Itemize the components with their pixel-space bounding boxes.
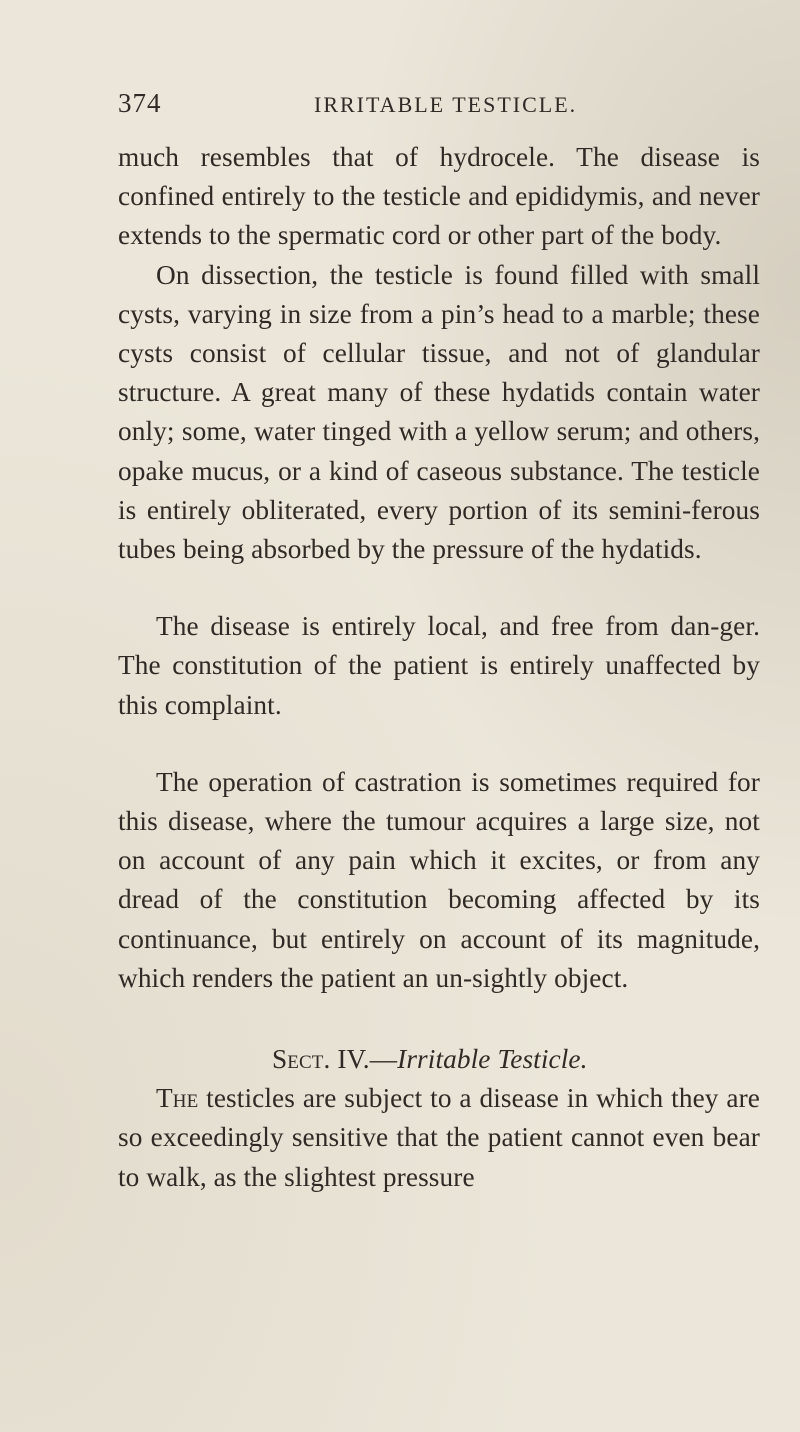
running-head xyxy=(118,88,758,122)
paragraph-castration: The operation of castration is sometimes required for this disease, where the tumour acquires a large size, not on account of any pain which it excites, or from any dread of the constitution becoming affected by its continuance, but entirely on account of its magnitude, which renders the patient an un-sightly object. xyxy=(118,766,760,993)
paragraph-local-disease: The disease is entirely local, and free from dan-ger. The constitution of the patient is entirely unaffected by this complaint. xyxy=(118,611,760,720)
running-title: IRRITABLE TESTICLE. xyxy=(314,92,578,117)
paragraph-dissection: On dissection, the testicle is found filled with small cysts, varying in size from a pin’s head to a marble; these cysts consist of cellular tissue, and not of glandular structure. A great many of these hydatids contain water only; some, water tinged with a yellow serum; and others, opake mucus, or a kind of caseous substance. The testicle is entirely obliterated, every portion of its semini-ferous tubes being absorbed by the pressure of the hydatids. xyxy=(118,259,760,565)
paragraph-text: testicles are subject to a disease in which they are so exceedingly sensitive that the patient cannot even bear to walk, as the slightest pressure xyxy=(118,1083,760,1192)
body-text xyxy=(118,138,760,1197)
paragraph-lead-word: The xyxy=(156,1083,199,1114)
paragraph-continuation: much resembles that of hydrocele. The disease is confined entirely to the testicle and epididymis, and never extends to the spermatic cord or other part of the body. xyxy=(118,142,760,251)
section-title: Irritable Testicle. xyxy=(397,1044,588,1075)
section-label: Sect. IV.— xyxy=(272,1044,398,1075)
paragraph-irritable-testicle xyxy=(118,1079,760,1197)
page-number: 374 xyxy=(118,88,162,118)
section-heading xyxy=(118,1040,760,1079)
